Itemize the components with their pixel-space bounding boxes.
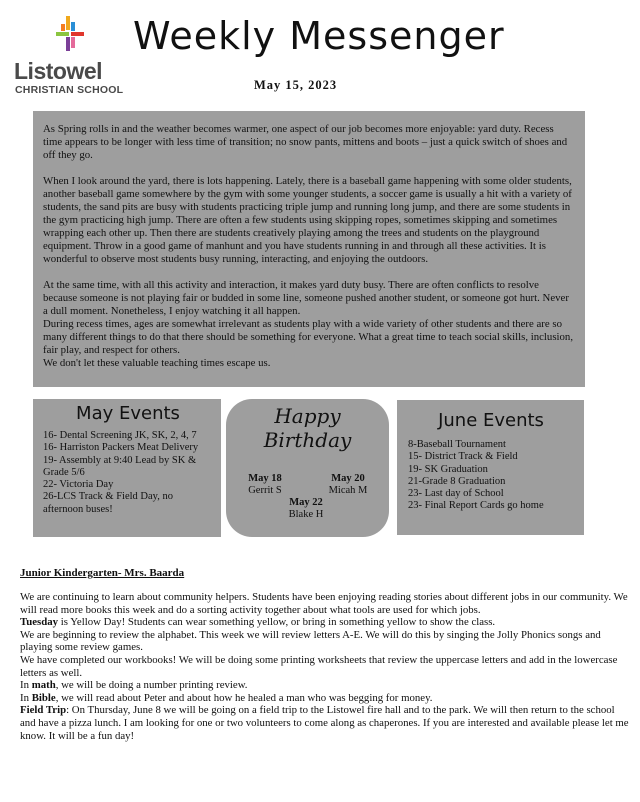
school-subtitle: CHRISTIAN SCHOOL [15,84,124,96]
intro-paragraph: We don't let these valuable teaching times escape us. [43,357,271,369]
school-name: Listowel [14,58,103,84]
event-item: 26-LCS Track & Field Day, no afternoon buses! [43,491,173,515]
math-prefix: In [20,679,32,692]
birthday-box [226,399,389,537]
birthday-entry [278,497,334,521]
bible-label: Bible [31,691,56,704]
birthday-entry [320,473,376,497]
event-item: 16- Dental Screening JK, SK, 2, 4, 7 [43,430,197,441]
event-item: 22- Victoria Day [43,479,114,491]
intro-paragraph: At the same time, with all this activity and interaction, it makes yard duty busy. There are often conflicts to resolve because someone is not playing fair or budded in some line, someone pushed another student, or someone got hurt. Never a dull moment. Nonetheless, I enjoy watching it all happen. [43,279,569,317]
birthday-name: Gerrit S [248,485,282,496]
jk-paragraph [20,616,630,629]
june-events-title: June Events [438,410,544,431]
birthday-date: May 18 [248,473,282,484]
may-events-title: May Events [76,403,180,424]
june-events-box [397,400,584,535]
newsletter-title: Weekly Messenger [133,14,505,58]
birthday-name: Micah M [328,485,368,496]
birthday-title-line2: Birthday [263,428,352,452]
field-trip-label: Field Trip [20,704,67,717]
bible-prefix: In [20,691,32,704]
may-events-list [43,430,213,516]
intro-paragraph: When I look around the yard, there is lots happening. Lately, there is a baseball game happening with some older students, another baseball game somewhere by the gym with some younger students, a soccer game is usually a hit with a variety of students, the sand pits are busy with students practicing triple jump and running long jump, and there are some students in the gym practicing high jump. There are often a few students using skipping ropes, sometimes skipping and sometimes wrapping each other up. Then there are students creatively playing among the trees and students on the playground equipment. Throw in a good game of manhunt and you have students running in and through all these activities. It is wonderful to observe most students busy running, interacting, and enjoying the outdoors. [43,175,572,265]
school-logo [14,16,124,96]
event-item: 19- Assembly at 9:40 Lead by SK & Grade 5/6 [43,454,197,478]
jk-section-body [20,591,630,742]
jk-paragraph: We are continuing to learn about community helpers. Students have been enjoying reading stories about different jobs in our community. We will read more books this week and do a sorting activity together about what tools are used for which jobs. [20,591,628,616]
jk-paragraph [20,692,630,705]
jk-paragraph [20,679,630,692]
jk-paragraph: We have completed our workbooks! We will be doing some printing worksheets that review the uppercase letters and add in the lowercase letters as well. [20,653,618,679]
june-events-list [408,439,574,513]
math-text: , we will be doing a number printing review. [55,679,248,692]
jk-paragraph [20,704,630,742]
jk-paragraph: We are beginning to review the alphabet. This week we will review letters A-E. We will do this by singing the Jolly Phonics songs and playing some review games. [20,628,601,654]
birthday-title-line1: Happy [274,404,341,428]
principal-message [33,111,585,387]
event-item: 8-Baseball Tournament [408,439,506,450]
event-item: 21-Grade 8 Graduation [408,475,506,487]
birthday-entry [240,473,290,497]
event-item: 23- Final Report Cards go home [408,500,544,512]
event-item: 15- District Track & Field [408,451,518,463]
math-label: math [31,679,56,692]
tuesday-label: Tuesday [20,616,59,629]
intro-paragraph: As Spring rolls in and the weather becomes warmer, one aspect of our job becomes more enjoyable: yard duty. Recess time appears to be longer with less time of transition; no snow pants, mittens and boots – just a quick switch of shoes and off they go. [43,123,568,161]
cross-logo-icon [50,16,90,56]
newsletter-date: May 15, 2023 [254,78,338,92]
field-trip-text: : On Thursday, June 8 we will be going on a field trip to the Listowel fire hall and to the park. We will then return to the school and have a pizza lunch. I am looking for one or two volunteers to come along as chaperones. If you are interested and available please let me know. It will be a fun day! [20,704,629,742]
event-item: 23- Last day of School [408,488,504,500]
intro-paragraph: During recess times, ages are somewhat irrelevant as students play with a wide variety of other students and there are so many different things to do that there should be something for everyone. What a great time to teach social skills, inclusion, fair play, and respect for others. [43,318,574,356]
bible-text: , we will read about Peter and about how he healed a man who was begging for money. [55,691,433,704]
event-item: 19- SK Graduation [408,463,488,475]
tuesday-text: is Yellow Day! Students can wear something yellow, or bring in something yellow to show the class. [58,616,496,629]
event-item: 16- Harriston Packers Meat Delivery [43,442,199,454]
jk-section-heading: Junior Kindergarten- Mrs. Baarda [20,567,185,579]
birthday-date: May 22 [289,497,323,508]
birthday-date: May 20 [331,473,365,484]
birthday-name: Blake H [288,509,324,520]
may-events-box [33,399,221,537]
